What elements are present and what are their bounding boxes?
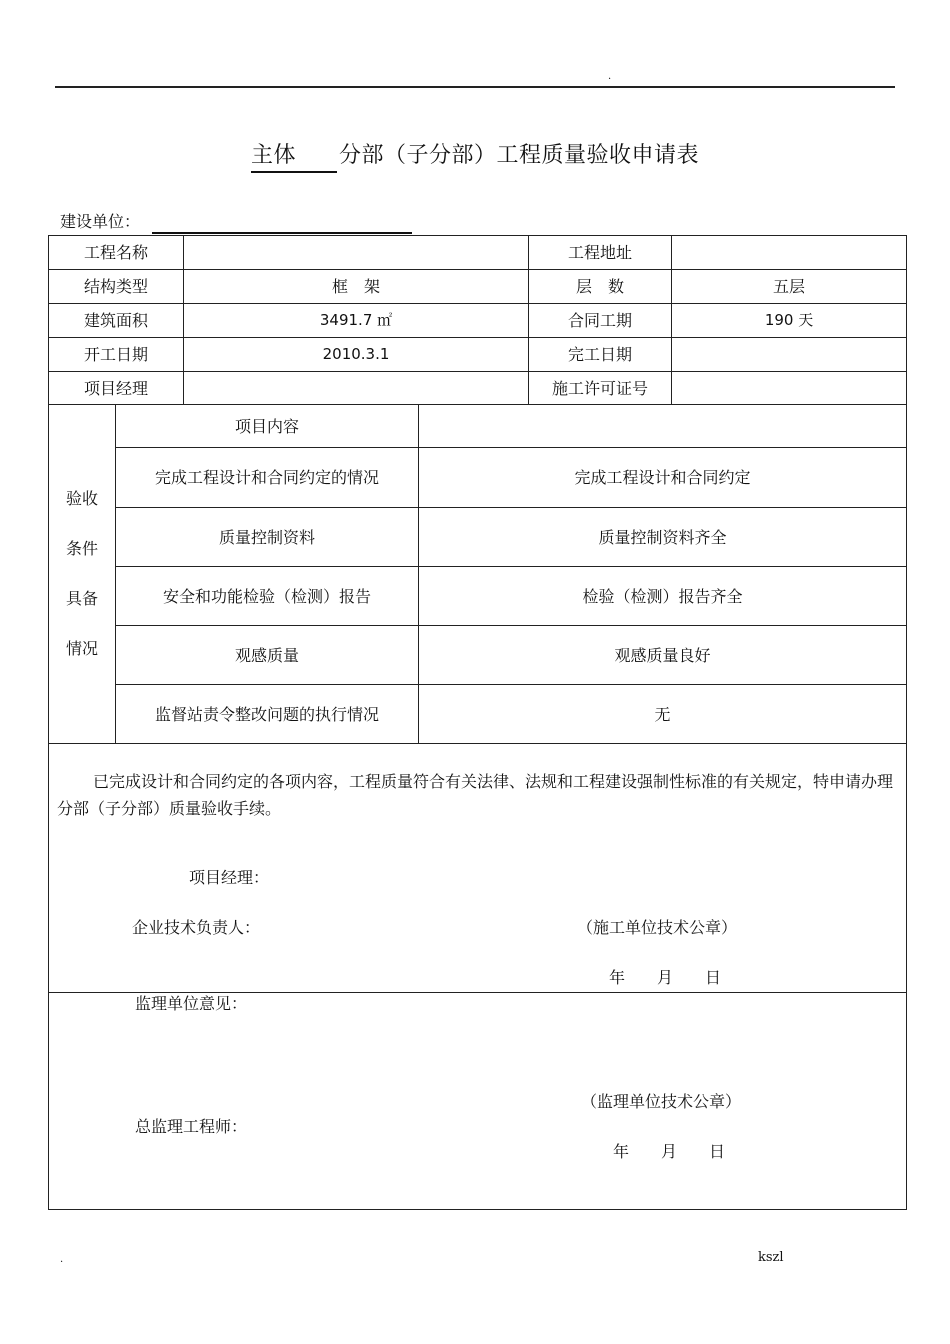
finish-date-value[interactable] bbox=[672, 338, 907, 372]
client-label: 建设单位： bbox=[60, 212, 141, 231]
condition-status[interactable]: 检验（检测）报告齐全 bbox=[419, 567, 907, 626]
title-text: 分部（子分部）工程质量验收申请表 bbox=[338, 143, 699, 168]
address-value[interactable] bbox=[672, 236, 907, 270]
condition-status[interactable]: 无 bbox=[419, 685, 907, 744]
start-date-value[interactable]: 2010.3.1 bbox=[184, 338, 529, 372]
condition-item: 项目内容 bbox=[116, 405, 419, 448]
supervision-date: 年 月 日 bbox=[613, 1142, 726, 1161]
info-row bbox=[49, 270, 907, 304]
project-name-label: 工程名称 bbox=[49, 236, 184, 270]
footer-dot: . bbox=[60, 1254, 64, 1265]
supervision-row bbox=[49, 993, 907, 1210]
page-title bbox=[0, 140, 950, 173]
condition-status[interactable]: 完成工程设计和合同约定 bbox=[419, 448, 907, 508]
statement-cell bbox=[49, 744, 907, 993]
client-field bbox=[60, 210, 140, 234]
contract-period-label: 合同工期 bbox=[529, 304, 672, 338]
footer-mark: kszl bbox=[758, 1250, 784, 1265]
condition-row bbox=[49, 508, 907, 567]
client-underline bbox=[152, 232, 412, 234]
condition-row bbox=[49, 685, 907, 744]
condition-item: 质量控制资料 bbox=[116, 508, 419, 567]
tech-lead-signature-label: 企业技术负责人： bbox=[132, 918, 261, 937]
floors-value[interactable]: 五层 bbox=[672, 270, 907, 304]
header-dot: . bbox=[608, 71, 612, 82]
chief-engineer-label: 总监理工程师： bbox=[135, 1117, 248, 1136]
info-row bbox=[49, 372, 907, 405]
manager-label: 项目经理 bbox=[49, 372, 184, 405]
condition-row bbox=[49, 448, 907, 508]
manager-value[interactable] bbox=[184, 372, 529, 405]
title-prefix: 主体 bbox=[251, 141, 337, 173]
address-label: 工程地址 bbox=[529, 236, 672, 270]
condition-status[interactable] bbox=[419, 405, 907, 448]
statement-date: 年 月 日 bbox=[609, 968, 722, 987]
condition-item: 安全和功能检验（检测）报告 bbox=[116, 567, 419, 626]
permit-label: 施工许可证号 bbox=[529, 372, 672, 405]
condition-row bbox=[49, 567, 907, 626]
info-row bbox=[49, 338, 907, 372]
condition-row bbox=[49, 626, 907, 685]
supervision-opinion-label: 监理单位意见： bbox=[135, 994, 248, 1013]
contract-period-value[interactable]: 190 天 bbox=[672, 304, 907, 338]
condition-status[interactable]: 质量控制资料齐全 bbox=[419, 508, 907, 567]
supervision-cell bbox=[49, 993, 907, 1210]
manager-signature-label: 项目经理： bbox=[189, 868, 270, 887]
floors-label: 层 数 bbox=[529, 270, 672, 304]
area-value[interactable]: 3491.7 ㎡ bbox=[184, 304, 529, 338]
start-date-label: 开工日期 bbox=[49, 338, 184, 372]
structure-value[interactable]: 框 架 bbox=[184, 270, 529, 304]
application-table bbox=[48, 235, 907, 1210]
info-row bbox=[49, 236, 907, 270]
supervision-seal-label: （监理单位技术公章） bbox=[581, 1092, 742, 1111]
condition-item: 监督站责令整改问题的执行情况 bbox=[116, 685, 419, 744]
condition-row bbox=[49, 405, 907, 448]
condition-status[interactable]: 观感质量良好 bbox=[419, 626, 907, 685]
finish-date-label: 完工日期 bbox=[529, 338, 672, 372]
header-rule bbox=[55, 86, 895, 88]
statement-row bbox=[49, 744, 907, 993]
area-label: 建筑面积 bbox=[49, 304, 184, 338]
info-row bbox=[49, 304, 907, 338]
conditions-side-label: 验收 条件 具备 情况 bbox=[49, 405, 116, 744]
statement-text: 已完成设计和合同约定的各项内容，工程质量符合有关法律、法规和工程建设强制性标准的有关规定，特申请办理分部（子分部）质量验收手续。 bbox=[57, 772, 894, 818]
condition-item: 完成工程设计和合同约定的情况 bbox=[116, 448, 419, 508]
permit-value[interactable] bbox=[672, 372, 907, 405]
structure-label: 结构类型 bbox=[49, 270, 184, 304]
project-name-value[interactable] bbox=[184, 236, 529, 270]
construction-seal-label: （施工单位技术公章） bbox=[577, 918, 738, 937]
condition-item: 观感质量 bbox=[116, 626, 419, 685]
